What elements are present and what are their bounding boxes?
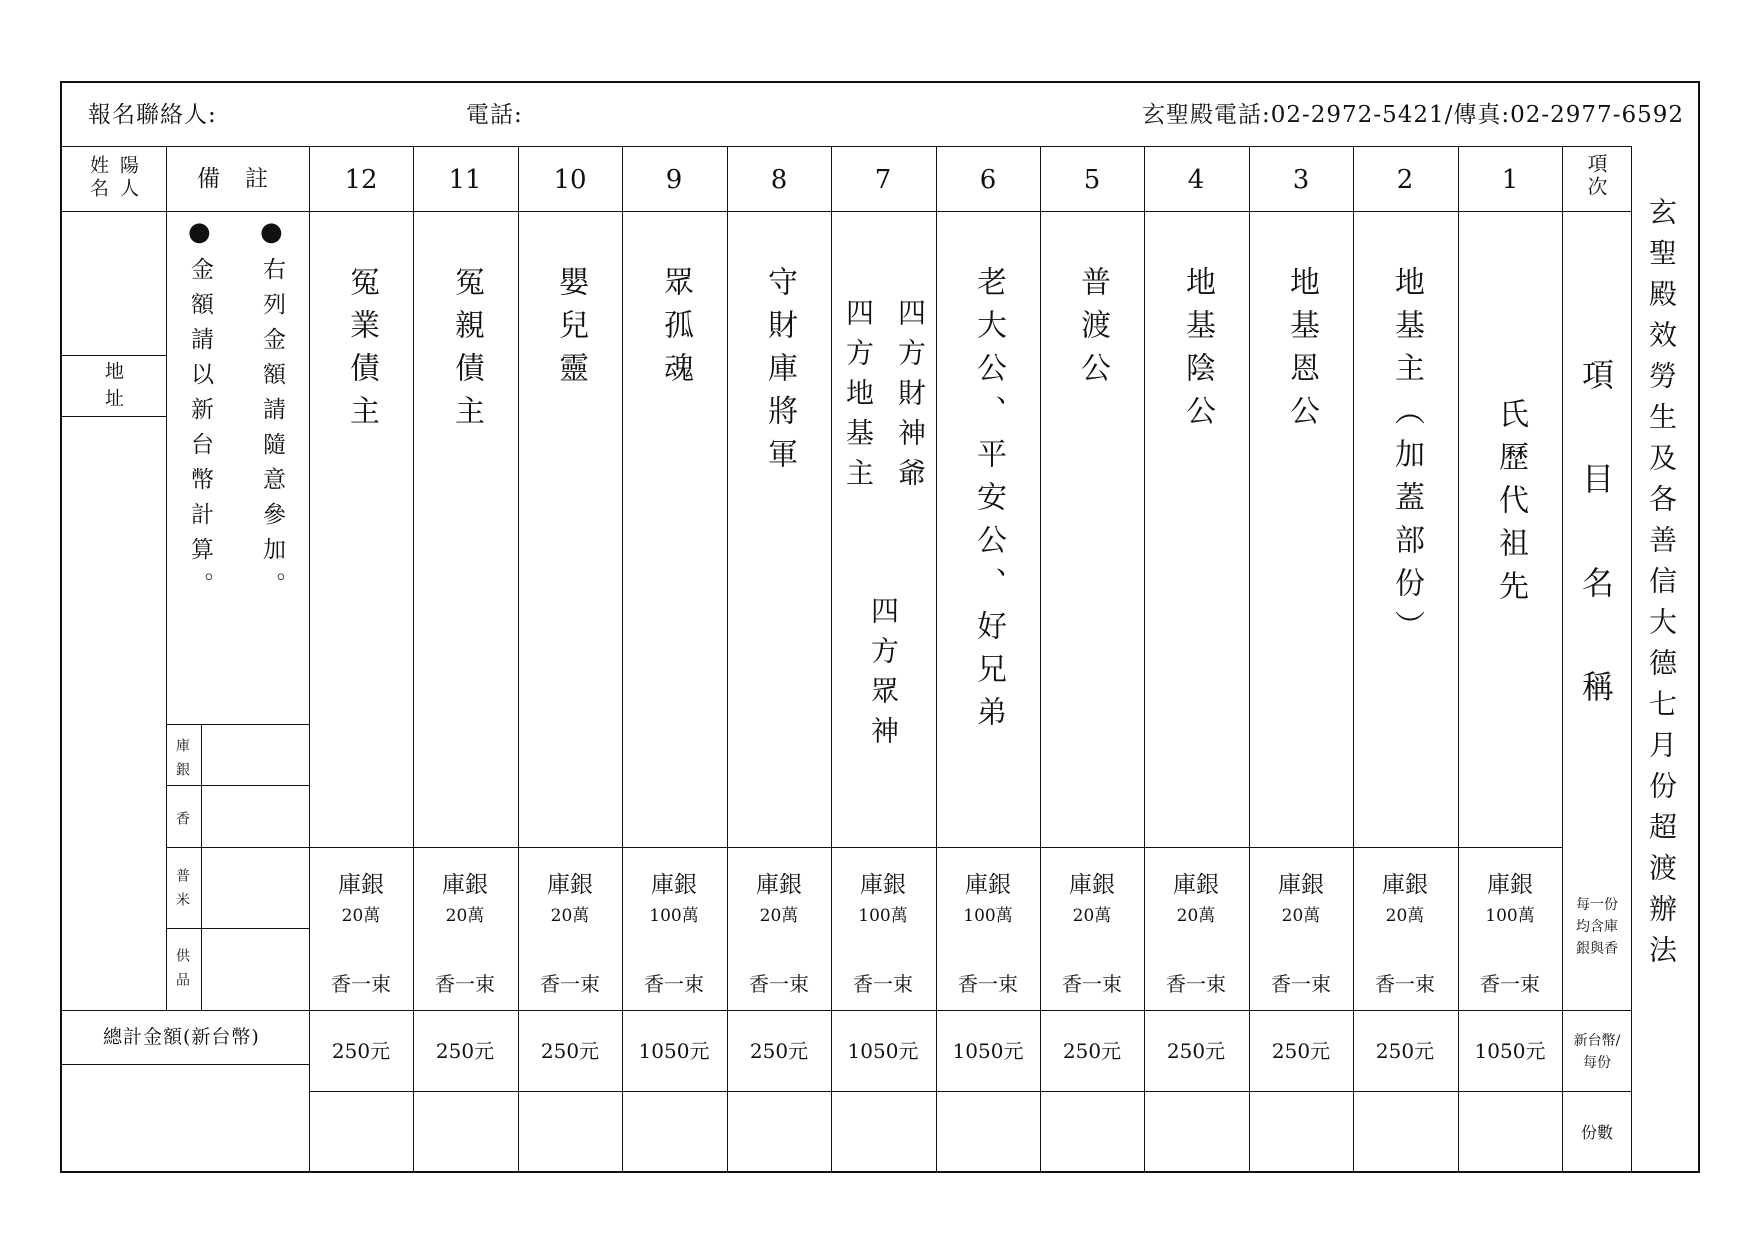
border-bottom xyxy=(60,1171,1700,1173)
header-divider xyxy=(60,146,1631,147)
total-amount-label: 總計金額(新台幣) xyxy=(103,1026,260,1048)
item-price: 1050元 xyxy=(847,1039,919,1063)
remarks-column-divider xyxy=(309,146,310,1172)
item-name: 氏歷代祖先 xyxy=(1493,398,1528,613)
price-label-line2: 每份 xyxy=(1583,1055,1611,1071)
offering-divider-1 xyxy=(166,724,309,725)
incense-label: 香一束 xyxy=(1166,972,1226,996)
number-row-divider xyxy=(60,211,1631,212)
item-divider-8-7 xyxy=(831,146,832,1172)
silver-amount: 20萬 xyxy=(1281,906,1321,926)
item-name: 冤業債主 xyxy=(344,266,379,438)
item-price: 250元 xyxy=(749,1039,809,1063)
phone-label: 電話: xyxy=(466,102,523,128)
silver-amount: 20萬 xyxy=(550,906,590,926)
title-column-divider xyxy=(1631,146,1632,1172)
item-name: 地基恩公 xyxy=(1284,266,1319,438)
silver-amount: 100萬 xyxy=(963,906,1013,926)
item-name: 地基主︵加蓋部份︶ xyxy=(1389,266,1424,653)
item-price: 250元 xyxy=(1166,1039,1226,1063)
temple-contact-info: 玄聖殿電話:02-2972-5421/傳真:02-2977-6592 xyxy=(1142,102,1684,128)
silver-amount: 20萬 xyxy=(445,906,485,926)
item-divider-11-10 xyxy=(518,146,519,1172)
item-number: 7 xyxy=(874,165,892,195)
incense-label: 香一束 xyxy=(853,972,913,996)
silver-label: 庫銀 xyxy=(442,872,488,898)
name-column-divider xyxy=(166,146,167,1010)
item-name: 眾孤魂 xyxy=(658,266,693,395)
item-divider-6-5 xyxy=(1040,146,1041,1172)
price-label-line1: 新台幣/ xyxy=(1573,1033,1621,1049)
incense-label: 香一束 xyxy=(1271,972,1331,996)
item-divider-9-8 xyxy=(727,146,728,1172)
item-divider-10-9 xyxy=(622,146,623,1172)
item-name-col1: 四方財神爺 xyxy=(894,298,927,498)
name-label-col1: 陽人 xyxy=(117,155,139,201)
silver-amount: 20萬 xyxy=(1385,906,1425,926)
silver-label: 庫銀 xyxy=(965,872,1011,898)
incense-label: 香一束 xyxy=(331,972,391,996)
border-top xyxy=(60,81,1700,83)
offering-label-silver: 庫銀 xyxy=(174,738,190,786)
price-row-divider xyxy=(309,1091,1631,1092)
per-share-note-line2: 均含庫 xyxy=(1576,919,1618,935)
item-price: 250元 xyxy=(1062,1039,1122,1063)
incense-label: 香一束 xyxy=(958,972,1018,996)
bullet-icon: ● xyxy=(188,217,211,247)
incense-label: 香一束 xyxy=(644,972,704,996)
item-number: 8 xyxy=(770,165,788,195)
item-divider-2-1 xyxy=(1458,146,1459,1172)
silver-amount: 20萬 xyxy=(341,906,381,926)
total-row-divider xyxy=(60,1010,1631,1011)
offering-divider-4 xyxy=(166,928,309,929)
item-price: 250元 xyxy=(331,1039,391,1063)
item-price: 250元 xyxy=(435,1039,495,1063)
item-price: 1050元 xyxy=(952,1039,1024,1063)
silver-label: 庫銀 xyxy=(1278,872,1324,898)
item-name: 冤親債主 xyxy=(449,266,484,438)
item-divider-1-label xyxy=(1562,146,1563,1172)
silver-label: 庫銀 xyxy=(1069,872,1115,898)
address-bottom-divider xyxy=(60,416,166,417)
incense-label: 香一束 xyxy=(749,972,809,996)
offering-label-divider xyxy=(201,724,202,1010)
per-share-note-line1: 每一份 xyxy=(1576,897,1618,913)
silver-amount: 20萬 xyxy=(1072,906,1112,926)
item-number: 12 xyxy=(344,165,378,195)
silver-label: 庫銀 xyxy=(860,872,906,898)
address-top-divider xyxy=(60,355,166,356)
item-name: 普渡公 xyxy=(1075,266,1110,395)
incense-label: 香一束 xyxy=(1375,972,1435,996)
item-divider-7-6 xyxy=(936,146,937,1172)
item-divider-3-2 xyxy=(1353,146,1354,1172)
remarks-label: 備 註 xyxy=(197,166,269,192)
silver-label: 庫銀 xyxy=(1173,872,1219,898)
item-price: 250元 xyxy=(1375,1039,1435,1063)
incense-label: 香一束 xyxy=(540,972,600,996)
item-price: 1050元 xyxy=(1474,1039,1546,1063)
incense-label: 香一束 xyxy=(1062,972,1122,996)
item-number: 11 xyxy=(448,165,482,195)
silver-label: 庫銀 xyxy=(651,872,697,898)
address-label: 地址 xyxy=(102,361,124,415)
item-name: 地基陰公 xyxy=(1180,266,1215,438)
item-name: 嬰兒靈 xyxy=(553,266,588,395)
item-divider-5-4 xyxy=(1144,146,1145,1172)
name-label-col2: 姓名 xyxy=(87,155,109,201)
item-number: 6 xyxy=(979,165,997,195)
silver-amount: 100萬 xyxy=(649,906,699,926)
offering-divider-3 xyxy=(166,847,309,848)
per-share-note-line3: 銀與香 xyxy=(1576,941,1618,957)
note-right-amount-optional: 右列金額請隨意參加。 xyxy=(259,257,285,607)
item-number: 4 xyxy=(1187,165,1205,195)
item-number: 3 xyxy=(1292,165,1310,195)
silver-amount: 20萬 xyxy=(759,906,799,926)
total-label-divider xyxy=(60,1064,309,1065)
silver-label: 庫銀 xyxy=(338,872,384,898)
bullet-icon: ● xyxy=(260,217,283,247)
item-number: 2 xyxy=(1396,165,1414,195)
item-name: 老大公、平安公、好兄弟 xyxy=(971,266,1006,739)
offering-label-rice: 普米 xyxy=(174,868,190,916)
offering-label-goods: 供品 xyxy=(174,948,190,996)
item-number: 10 xyxy=(553,165,587,195)
item-name-col3: 四方眾神 xyxy=(867,596,900,756)
note-amount-currency: 金額請以新台幣計算。 xyxy=(187,257,213,607)
item-price: 1050元 xyxy=(638,1039,710,1063)
item-name-label: 項目名稱 xyxy=(1577,358,1615,774)
item-divider-12-11 xyxy=(413,146,414,1172)
silver-amount: 20萬 xyxy=(1176,906,1216,926)
border-right xyxy=(1698,81,1700,1173)
item-number-label: 項次 xyxy=(1584,153,1608,199)
incense-label: 香一束 xyxy=(435,972,495,996)
silver-label: 庫銀 xyxy=(1382,872,1428,898)
silver-label: 庫銀 xyxy=(756,872,802,898)
item-number: 9 xyxy=(665,165,683,195)
silver-amount: 100萬 xyxy=(1485,906,1535,926)
item-name: 守財庫將軍 xyxy=(762,266,797,481)
item-number: 5 xyxy=(1083,165,1101,195)
silver-amount: 100萬 xyxy=(858,906,908,926)
incense-label: 香一束 xyxy=(1480,972,1540,996)
offering-label-incense: 香 xyxy=(174,811,190,825)
item-number: 1 xyxy=(1501,165,1519,195)
item-name-col2: 四方地基主 xyxy=(842,298,875,498)
silver-label: 庫銀 xyxy=(547,872,593,898)
item-divider-4-3 xyxy=(1249,146,1250,1172)
contact-label: 報名聯絡人: xyxy=(88,102,217,128)
silver-label: 庫銀 xyxy=(1487,872,1533,898)
item-price: 250元 xyxy=(540,1039,600,1063)
form-title: 玄聖殿效勞生及各善信大德七月份超渡辦法 xyxy=(1645,197,1678,976)
item-price: 250元 xyxy=(1271,1039,1331,1063)
quantity-label: 份數 xyxy=(1580,1123,1614,1142)
